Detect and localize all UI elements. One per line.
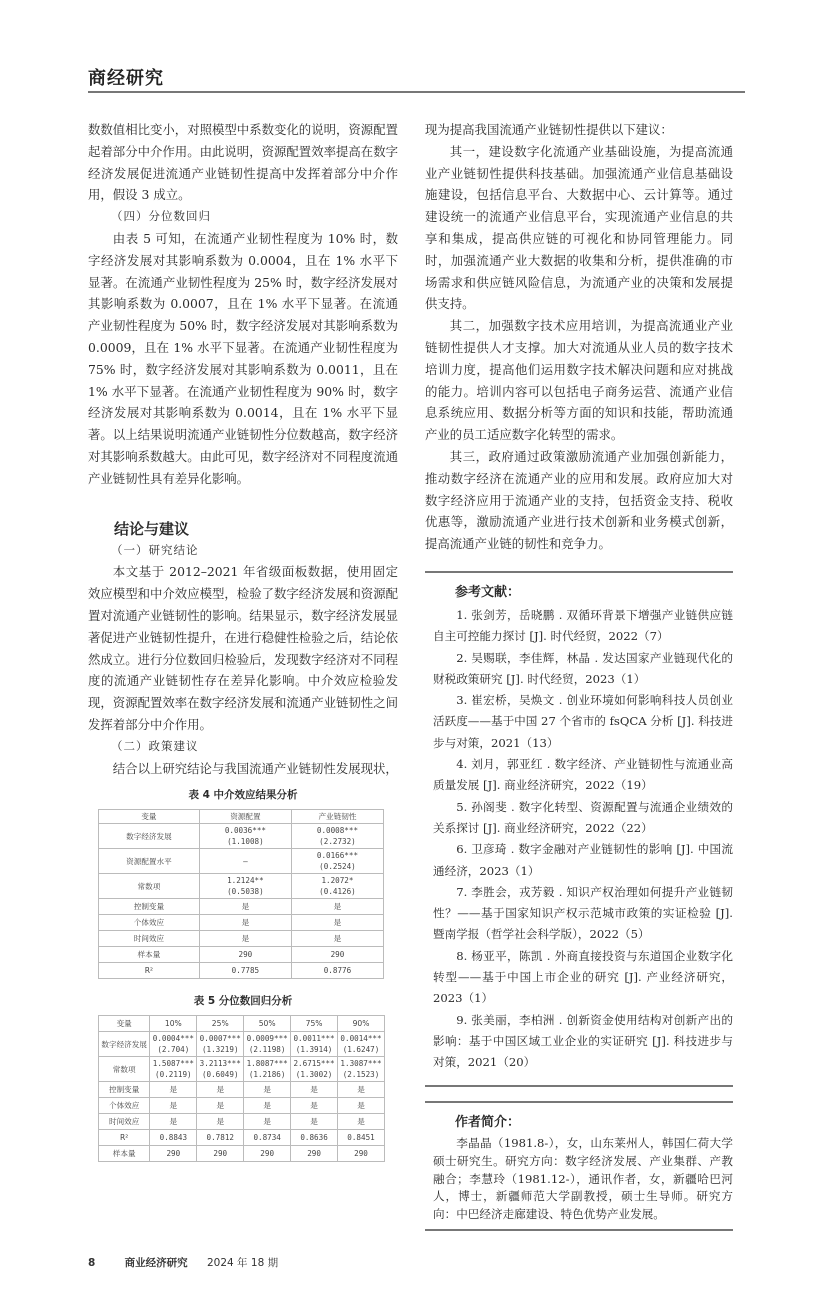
table-header-cell: 产业链韧性	[291, 810, 383, 824]
table-cell: 0.7785	[199, 963, 291, 979]
table-cell: 是	[150, 1098, 197, 1114]
table-cell	[244, 1057, 291, 1082]
table-cell: R²	[99, 963, 200, 979]
table4	[98, 809, 384, 979]
table-header-cell: 75%	[291, 1016, 338, 1032]
table-header-cell: 25%	[197, 1016, 244, 1032]
table-cell: 是	[291, 1114, 338, 1130]
coefficient: 0.0007***	[199, 1034, 241, 1044]
table-row	[99, 1114, 385, 1130]
table-row	[99, 1032, 385, 1057]
table-cell	[291, 824, 383, 849]
page-number: 8	[88, 1257, 96, 1270]
paragraph: 本文基于 2012–2021 年省级面板数据，使用固定效应模型和中介效应模型，检验了数字经济发展和资源配置对流通产业链韧性的影响。结果显示，数字经济发展显著促进产业链韧性提升，在进行稳健性检验之后，结论依然成立。进行分位数回归检验后，发现数字经济对不同程度的流通产业链韧性存在差异化影响。中介效应检验发现，资源配置效率在数字经济发展和流通产业链韧性之间发挥着部分中介作用。	[88, 564, 398, 732]
author-bottom-rule	[425, 1229, 733, 1231]
table-header-row	[99, 810, 384, 824]
table-cell	[291, 874, 383, 899]
table-header-row	[99, 1016, 385, 1032]
reference-item: 6. 卫彦琦 . 数字金融对产业链韧性的影响 [J]. 中国流通经济，2023（1）	[433, 842, 733, 878]
t-value: (1.3914)	[295, 1045, 333, 1055]
reference-item: 8. 杨亚平，陈凯 . 外商直接投资与东道国企业数字化转型——基于中国上市企业的研究 [J]. 产业经济研究，2023（1）	[433, 948, 733, 1006]
table-cell: 是	[338, 1114, 385, 1130]
table-row	[99, 947, 384, 963]
table-cell	[199, 824, 291, 849]
table-cell	[199, 849, 291, 874]
t-value: (2.2732)	[319, 837, 356, 847]
table-cell: 是	[244, 1114, 291, 1130]
t-value: (2.1198)	[248, 1045, 286, 1055]
table-cell: 控制变量	[99, 1082, 150, 1098]
left-column	[88, 119, 398, 1162]
reference-item: 5. 孙阁斐 . 数字化转型、资源配置与流通企业绩效的关系探讨 [J]. 商业经济研究，2022（22）	[433, 799, 733, 835]
t-value: (1.1008)	[227, 837, 264, 847]
subheading: （二）政策建议	[111, 738, 199, 753]
row-label: 数字经济发展	[99, 824, 200, 849]
table-cell: 是	[244, 1082, 291, 1098]
subheading: （一）研究结论	[111, 542, 199, 557]
coefficient: 1.2072*	[321, 876, 354, 886]
table-cell	[197, 1032, 244, 1057]
table-cell: 0.8451	[338, 1130, 385, 1146]
table-cell: 是	[244, 1098, 291, 1114]
t-value: (0.2524)	[319, 862, 356, 872]
t-value: (1.3002)	[295, 1070, 333, 1080]
table-cell: 是	[291, 1098, 338, 1114]
t-value: (0.4126)	[319, 887, 356, 897]
table-row	[99, 963, 384, 979]
table-cell: 样本量	[99, 1146, 150, 1162]
table-row	[99, 1130, 385, 1146]
table-header-cell: 资源配置	[199, 810, 291, 824]
table-cell: 是	[338, 1098, 385, 1114]
references-rule	[425, 571, 733, 573]
table-cell	[197, 1057, 244, 1082]
paragraph: 数数值相比变小，对照模型中系数变化的说明，资源配置起着部分中介作用。由此说明，资源配置效率提高在数字经济发展促进流通产业链韧性提高中发挥着部分中介作用，假设 3 成立。	[88, 122, 398, 203]
t-value: (0.2119)	[155, 1070, 192, 1080]
paragraph: 由表 5 可知，在流通产业韧性程度为 10% 时，数字经济发展对其影响系数为 0.0004，且在 1% 水平下显著。在流通产业韧性程度为 25% 时，数字经济发展对其影响系数为 0.0007，且在 1% 水平下显著。在流通产业韧性程度为 50% 时，数字经济发展对其影响系数为 0.0009，且在 1% 水平下显著。在流通产业韧性程度为 75% 时，数字经济发展对其影响系数为 0.0011，且在 1% 水平下显著。在流通产业韧性程度为 90% 时，数字经济发展对其影响系数为 0.0014，且在 1% 水平下显著。以上结果说明流通产业链韧性分位数越高，数字经济对其影响系数越大。由此可见，数字经济对不同程度流通产业链韧性具有差异化影响。	[88, 230, 398, 486]
table-cell: R²	[99, 1130, 150, 1146]
table-cell: 是	[199, 899, 291, 915]
table-row	[99, 899, 384, 915]
t-value: (0.5038)	[227, 887, 264, 897]
table-header-cell: 50%	[244, 1016, 291, 1032]
row-label: 资源配置水平	[99, 849, 200, 874]
table-cell	[244, 1032, 291, 1057]
table-cell: 控制变量	[99, 899, 200, 915]
table-cell: 290	[291, 1146, 338, 1162]
table-cell: 0.7812	[197, 1130, 244, 1146]
table-cell	[338, 1032, 385, 1057]
table-cell: 290	[199, 947, 291, 963]
table-cell	[150, 1057, 197, 1082]
table-cell: 290	[197, 1146, 244, 1162]
table-row	[99, 1146, 385, 1162]
footer-journal: 商业经济研究	[124, 1257, 188, 1270]
table-cell: 个体效应	[99, 1098, 150, 1114]
table-cell: 是	[199, 931, 291, 947]
coefficient: 1.5087***	[152, 1059, 194, 1069]
table-cell: 是	[291, 931, 383, 947]
t-value: (2.1523)	[342, 1070, 380, 1080]
section-heading: 结论与建议	[114, 519, 190, 538]
page-footer	[88, 1255, 827, 1271]
reference-item: 4. 刘月，郭亚红 . 数字经济、产业链韧性与流通业高质量发展 [J]. 商业经济研究，2022（19）	[433, 757, 733, 793]
row-label: 常数项	[99, 1057, 150, 1082]
table-cell: 是	[291, 899, 383, 915]
table-row	[99, 915, 384, 931]
table-cell: 是	[150, 1082, 197, 1098]
coefficient: 3.2113***	[199, 1059, 241, 1069]
coefficient: 0.0011***	[293, 1034, 335, 1044]
t-value: (0.6049)	[201, 1070, 239, 1080]
reference-item: 9. 张美丽，李柏洲 . 创新资金使用结构对创新产出的影响：基于中国区域工业企业的实证研究 [J]. 科技进步与对策，2021（20）	[433, 1012, 733, 1070]
columns	[88, 119, 827, 1231]
coefficient: 1.3087***	[340, 1059, 382, 1069]
paragraph: 其三，政府通过政策激励流通产业加强创新能力，推动数字经济在流通产业的应用和发展。政府应加大对数字经济应用于流通产业的支持，包括资金支持、税收优惠等，激励流通产业进行技术创新和业务模式创新，提高流通产业链的韧性和竞争力。	[425, 448, 733, 552]
table-header-cell: 90%	[338, 1016, 385, 1032]
t-value: (1.3219)	[201, 1045, 239, 1055]
header-rule	[88, 91, 745, 93]
table-cell	[150, 1032, 197, 1057]
right-text	[425, 119, 733, 555]
table-cell: 290	[291, 947, 383, 963]
coefficient: 0.0036***	[224, 826, 266, 836]
table-cell	[199, 874, 291, 899]
table-cell	[338, 1057, 385, 1082]
table-cell	[291, 1057, 338, 1082]
divider-rule	[425, 1085, 733, 1087]
table-cell	[291, 1032, 338, 1057]
table-cell: 是	[197, 1114, 244, 1130]
row-label: 常数项	[99, 874, 200, 899]
table-cell: 是	[197, 1082, 244, 1098]
table-cell: 0.8843	[150, 1130, 197, 1146]
coefficient: 0.0004***	[152, 1034, 194, 1044]
table-cell: 时间效应	[99, 931, 200, 947]
reference-item: 2. 吴赐联，李佳辉，林晶 . 发达国家产业链现代化的财税政策研究 [J]. 时代经贸，2023（1）	[433, 650, 733, 686]
table-cell: 290	[244, 1146, 291, 1162]
coefficient: —	[243, 856, 248, 866]
footer-issue: 2024 年 18 期	[207, 1257, 279, 1270]
paragraph: 结合以上研究结论与我国流通产业链韧性发展现状，	[112, 760, 398, 776]
author-bio: 李晶晶（1981.8-），女，山东莱州人，韩国仁荷大学硕士研究生。研究方向：数字经济发展、产业集群、产教融合；李慧玲（1981.12-），通讯作者，女，新疆哈巴河人，博士，新疆师范大学副教授，硕士生导师。研究方向：中巴经济走廊建设、特色优势产业发展。	[433, 1136, 733, 1221]
coefficient: 1.8087***	[246, 1059, 288, 1069]
table-row	[99, 931, 384, 947]
coefficient: 0.0166***	[316, 851, 359, 861]
table-row	[99, 1098, 385, 1114]
table-cell: 是	[150, 1114, 197, 1130]
table-cell: 个体效应	[99, 915, 200, 931]
table-header-cell: 10%	[150, 1016, 197, 1032]
table-row	[99, 849, 384, 874]
row-label: 数字经济发展	[99, 1032, 150, 1057]
coefficient: 0.0014***	[340, 1034, 382, 1044]
table-header-cell: 变量	[99, 810, 200, 824]
subheading: （四）分位数回归	[111, 209, 211, 224]
table-cell: 是	[291, 915, 383, 931]
t-value: (1.6247)	[342, 1045, 380, 1055]
journal-header: 商经研究	[88, 68, 164, 89]
table-row	[99, 824, 384, 849]
table4-caption: 表 4 中介效应结果分析	[188, 789, 298, 802]
author-rule	[425, 1101, 733, 1103]
references-title: 参考文献：	[455, 584, 521, 600]
table-cell	[291, 849, 383, 874]
table-row	[99, 1057, 385, 1082]
table-row	[99, 1082, 385, 1098]
coefficient: 1.2124**	[227, 876, 264, 886]
table-cell: 是	[197, 1098, 244, 1114]
paragraph: 其二，加强数字技术应用培训，为提高流通业产业链韧性提供人才支撑。加大对流通从业人员的数字技术培训力度，提高他们运用数字技术解决问题和应对挑战的能力。培训内容可以包括电子商务运营、流通产业信息系统应用、数据分析等方面的知识和技能，帮助流通产业的员工适应数字化转型的需求。	[425, 318, 733, 443]
table-cell: 0.8776	[291, 963, 383, 979]
table-cell: 0.8636	[291, 1130, 338, 1146]
table-cell: 样本量	[99, 947, 200, 963]
table5	[98, 1015, 385, 1162]
table-cell: 时间效应	[99, 1114, 150, 1130]
paragraph: 现为提高我国流通产业链韧性提供以下建议：	[425, 122, 673, 137]
table-row	[99, 874, 384, 899]
right-column	[425, 119, 733, 1231]
coefficient: 2.6715***	[293, 1059, 335, 1069]
reference-item: 3. 崔宏桥，吴焕文 . 创业环境如何影响科技人员创业活跃度——基于中国 27 个省市的 fsQCA 分析 [J]. 科技进步与对策，2021（13）	[433, 693, 733, 750]
table-cell: 是	[291, 1082, 338, 1098]
paragraph: 其一，建设数字化流通产业基础设施，为提高流通业产业链韧性提供科技基础。加强流通产业信息基础设施建设，包括信息平台、大数据中心、云计算等。通过建设统一的流通产业信息平台，实现流通产业信息的共享和集成，提高供应链的可视化和协同管理能力。同时，加强流通产业大数据的收集和分析，提供准确的市场需求和供应链风险信息，为流通产业的决策和发展提供支持。	[425, 143, 733, 312]
table-cell: 290	[150, 1146, 197, 1162]
left-text	[88, 119, 398, 779]
table-header-cell: 变量	[99, 1016, 150, 1032]
reference-item: 1. 张剑芳，岳晓鹏 . 双循环背景下增强产业链供应链自主可控能力探讨 [J]. 时代经贸，2022（7）	[433, 607, 733, 644]
table5-caption: 表 5 分位数回归分析	[193, 995, 293, 1008]
t-value: (2.704)	[157, 1045, 190, 1055]
author-title: 作者简介：	[455, 1115, 521, 1131]
t-value: (1.2186)	[248, 1070, 286, 1080]
coefficient: 0.0008***	[316, 826, 359, 836]
table-cell: 是	[199, 915, 291, 931]
references-list	[425, 605, 733, 1074]
coefficient: 0.0009***	[246, 1034, 288, 1044]
table-cell: 是	[338, 1082, 385, 1098]
table-cell: 290	[338, 1146, 385, 1162]
table-cell: 0.8734	[244, 1130, 291, 1146]
reference-item: 7. 李胜会，戎芳毅 . 知识产权治理如何提升产业链韧性？——基于国家知识产权示范城市政策的实证检验 [J]. 暨南学报（哲学社会科学版），2022（5）	[433, 884, 733, 942]
